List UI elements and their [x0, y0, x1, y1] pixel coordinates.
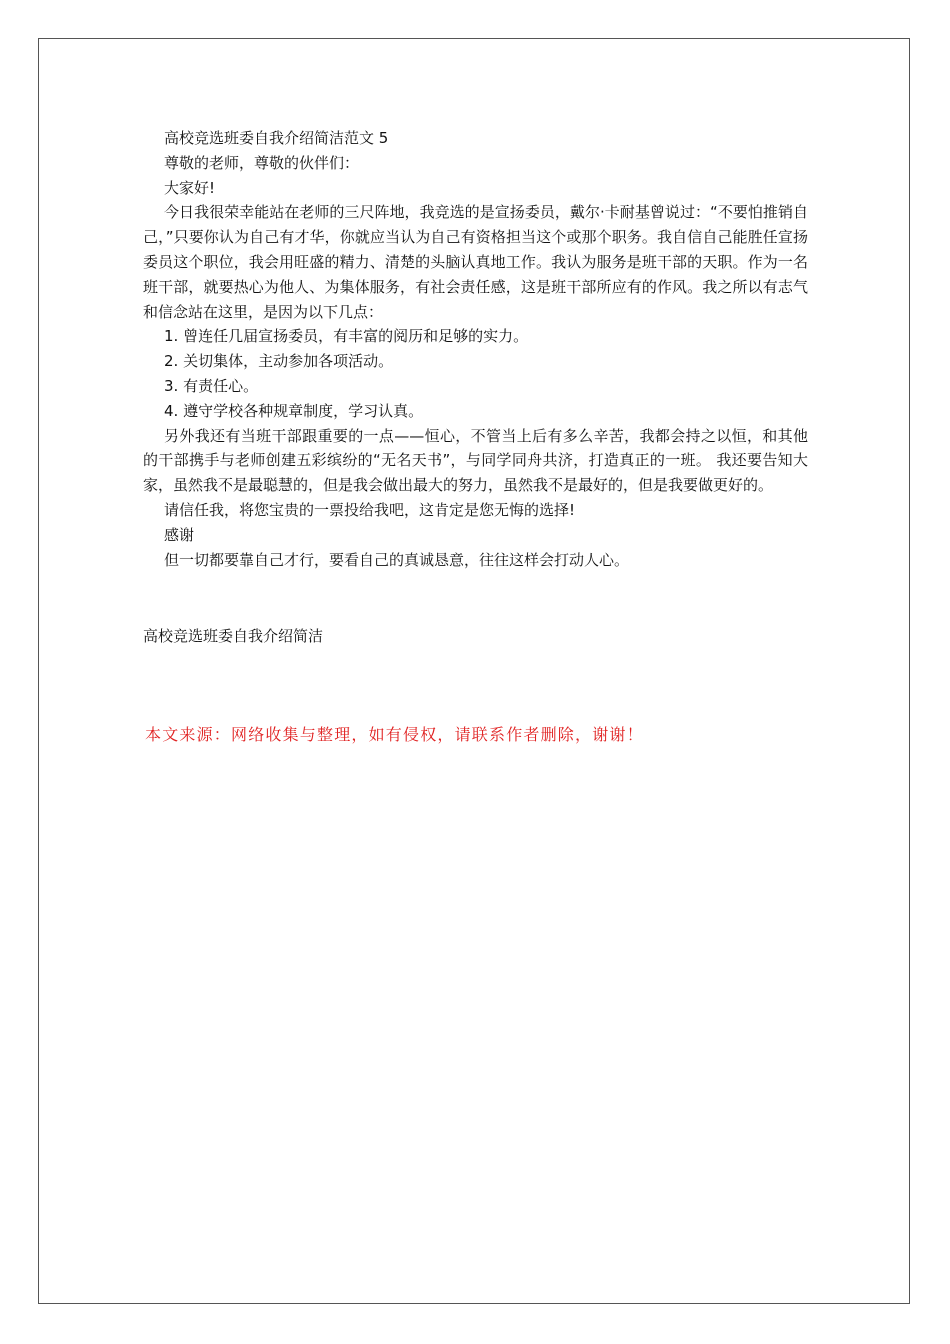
list-item: 1. 曾连任几届宣扬委员，有丰富的阅历和足够的实力。 — [164, 327, 529, 346]
list-item: 2. 关切集体，主动参加各项活动。 — [164, 352, 394, 371]
document-title: 高校竞选班委自我介绍简洁范文 5 — [164, 129, 389, 147]
final-note: 但一切都要靠自己才行，要看自己的真诚恳意，往往这样会打动人心。 — [164, 550, 630, 569]
thanks: 感谢 — [164, 525, 195, 544]
body-paragraph: 另外我还有当班干部跟重要的一点——恒心，不管当上后有多么辛苦，我都会持之以恒，和其他的干部携手与老师创建五彩缤纷的“无名天书”，与同学同舟共济，打造真正的一班。 我还要告知大家，虽然我不是最聪慧的，但是我会做出最大的努力，虽然我不是最好的，但是我要做更好的。 — [143, 426, 808, 495]
list-item: 3. 有责任心。 — [164, 376, 259, 395]
document-body — [143, 126, 808, 572]
source-note: 本文来源：网络收集与整理，如有侵权，请联系作者删除，谢谢！ — [145, 725, 644, 744]
greeting: 大家好! — [164, 178, 216, 197]
body-paragraph: 今日我很荣幸能站在老师的三尺阵地，我竞选的是宣扬委员，戴尔·卡耐基曾说过：“不要怕推销自己，”只要你认为自己有才华，你就应当认为自己有资格担当这个或那个职务。我自信自己能胜任宣扬委员这个职位，我会用旺盛的精力、清楚的头脑认真地工作。我认为服务是班干部的天职。作为一名班干部，就要热心为他人、为集体服务，有社会责任感，这是班干部所应有的作风。我之所以有志气和信念站在这里，是因为以下几点： — [143, 203, 808, 321]
salutation: 尊敬的老师，尊敬的伙伴们： — [164, 153, 360, 172]
list-item: 4. 遵守学校各种规章制度，学习认真。 — [164, 401, 424, 420]
document-subtitle: 高校竞选班委自我介绍简洁 — [143, 627, 324, 645]
closing-request: 请信任我，将您宝贵的一票投给我吧，这肯定是您无悔的选择! — [164, 500, 576, 519]
